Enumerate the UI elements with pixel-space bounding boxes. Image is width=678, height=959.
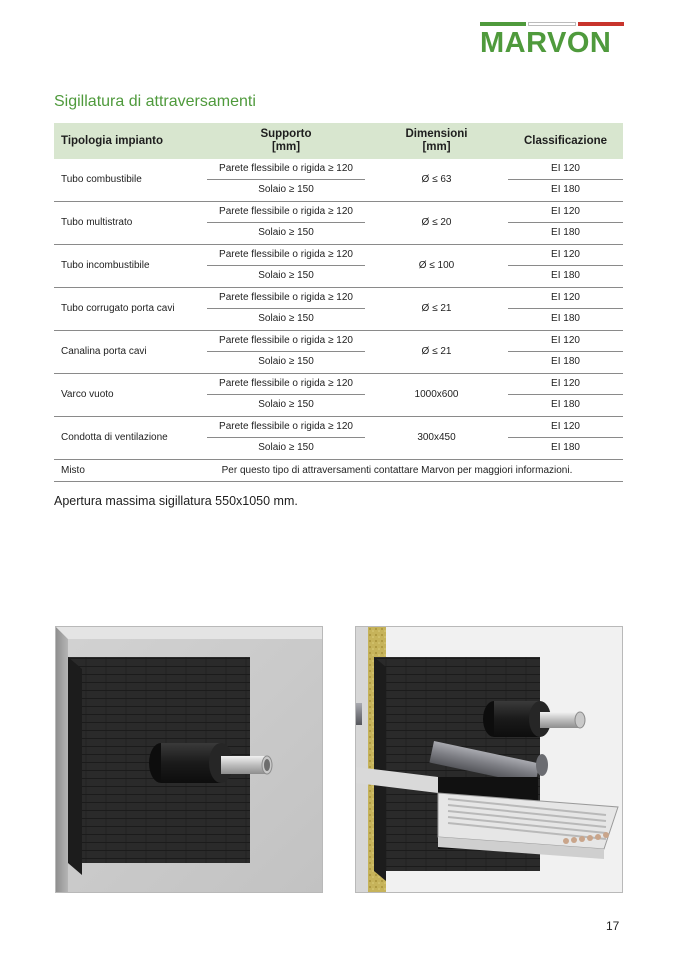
row-support-wall: Parete flessibile o rigida ≥ 120: [207, 288, 365, 309]
row-note: Per questo tipo di attraversamenti contattare Marvon per maggiori informazioni.: [221, 465, 573, 476]
row-type: Varco vuoto: [61, 389, 114, 400]
row-class-floor: EI 180: [551, 356, 580, 367]
row-class-wall: EI 120: [508, 159, 623, 180]
penetration-sealing-table: [54, 123, 623, 482]
section-title: Sigillatura di attraversamenti: [54, 93, 256, 110]
row-support-floor: Solaio ≥ 150: [258, 313, 314, 324]
row-type: Tubo multistrato: [61, 217, 133, 228]
row-dimension: 300x450: [417, 432, 456, 443]
row-support-floor: Solaio ≥ 150: [258, 442, 314, 453]
row-dimension: Ø ≤ 63: [421, 174, 452, 185]
row-class-floor: EI 180: [551, 184, 580, 195]
italian-flag-stripe: [480, 22, 624, 26]
marvon-logo: [480, 22, 624, 58]
row-class-wall: EI 120: [508, 288, 623, 309]
row-support-floor: Solaio ≥ 150: [258, 270, 314, 281]
photo-pipes-and-cable-tray-through-drywall: [355, 626, 623, 893]
page-number: 17: [606, 919, 620, 933]
table-row: [54, 417, 623, 460]
row-type: Tubo combustibile: [61, 174, 142, 185]
row-class-floor: EI 180: [551, 399, 580, 410]
table-row: [54, 245, 623, 288]
row-type: Condotta di ventilazione: [61, 432, 168, 443]
row-class-floor: EI 180: [551, 442, 580, 453]
photo-pipe-through-concrete-wall: [55, 626, 323, 893]
row-type: Misto: [61, 465, 85, 476]
table-row: [54, 374, 623, 417]
table-row: [54, 159, 623, 202]
row-support-floor: Solaio ≥ 150: [258, 184, 314, 195]
row-dimension: Ø ≤ 21: [421, 346, 452, 357]
row-class-wall: EI 120: [508, 202, 623, 223]
row-support-floor: Solaio ≥ 150: [258, 227, 314, 238]
row-type: Tubo incombustibile: [61, 260, 150, 271]
row-class-floor: EI 180: [551, 313, 580, 324]
row-class-wall: EI 120: [508, 331, 623, 352]
logo-wordmark: MARVON: [480, 27, 612, 59]
row-support-wall: Parete flessibile o rigida ≥ 120: [207, 202, 365, 223]
table-row: [54, 331, 623, 374]
row-support-wall: Parete flessibile o rigida ≥ 120: [207, 331, 365, 352]
row-support-floor: Solaio ≥ 150: [258, 399, 314, 410]
table-row: [54, 202, 623, 245]
row-support-floor: Solaio ≥ 150: [258, 356, 314, 367]
row-dimension: Ø ≤ 21: [421, 303, 452, 314]
row-class-floor: EI 180: [551, 227, 580, 238]
row-dimension: 1000x600: [414, 389, 459, 400]
row-dimension: Ø ≤ 100: [418, 260, 455, 271]
aperture-note: Apertura massima sigillatura 550x1050 mm.: [54, 494, 298, 508]
table-header: [54, 123, 623, 159]
row-support-wall: Parete flessibile o rigida ≥ 120: [207, 245, 365, 266]
table-row-misto: [54, 460, 623, 482]
row-support-wall: Parete flessibile o rigida ≥ 120: [207, 374, 365, 395]
row-type: Tubo corrugato porta cavi: [61, 303, 175, 314]
row-type: Canalina porta cavi: [61, 346, 147, 357]
row-class-wall: EI 120: [508, 417, 623, 438]
row-support-wall: Parete flessibile o rigida ≥ 120: [207, 417, 365, 438]
table-row: [54, 288, 623, 331]
row-class-floor: EI 180: [551, 270, 580, 281]
header-classification: Classificazione: [523, 134, 608, 147]
row-support-wall: Parete flessibile o rigida ≥ 120: [207, 159, 365, 180]
row-class-wall: EI 120: [508, 245, 623, 266]
header-type: Tipologia impianto: [61, 134, 164, 147]
row-dimension: Ø ≤ 20: [421, 217, 452, 228]
header-dimensions: Dimensioni [mm]: [405, 128, 468, 153]
row-class-wall: EI 120: [508, 374, 623, 395]
header-support: Supporto [mm]: [260, 128, 312, 153]
